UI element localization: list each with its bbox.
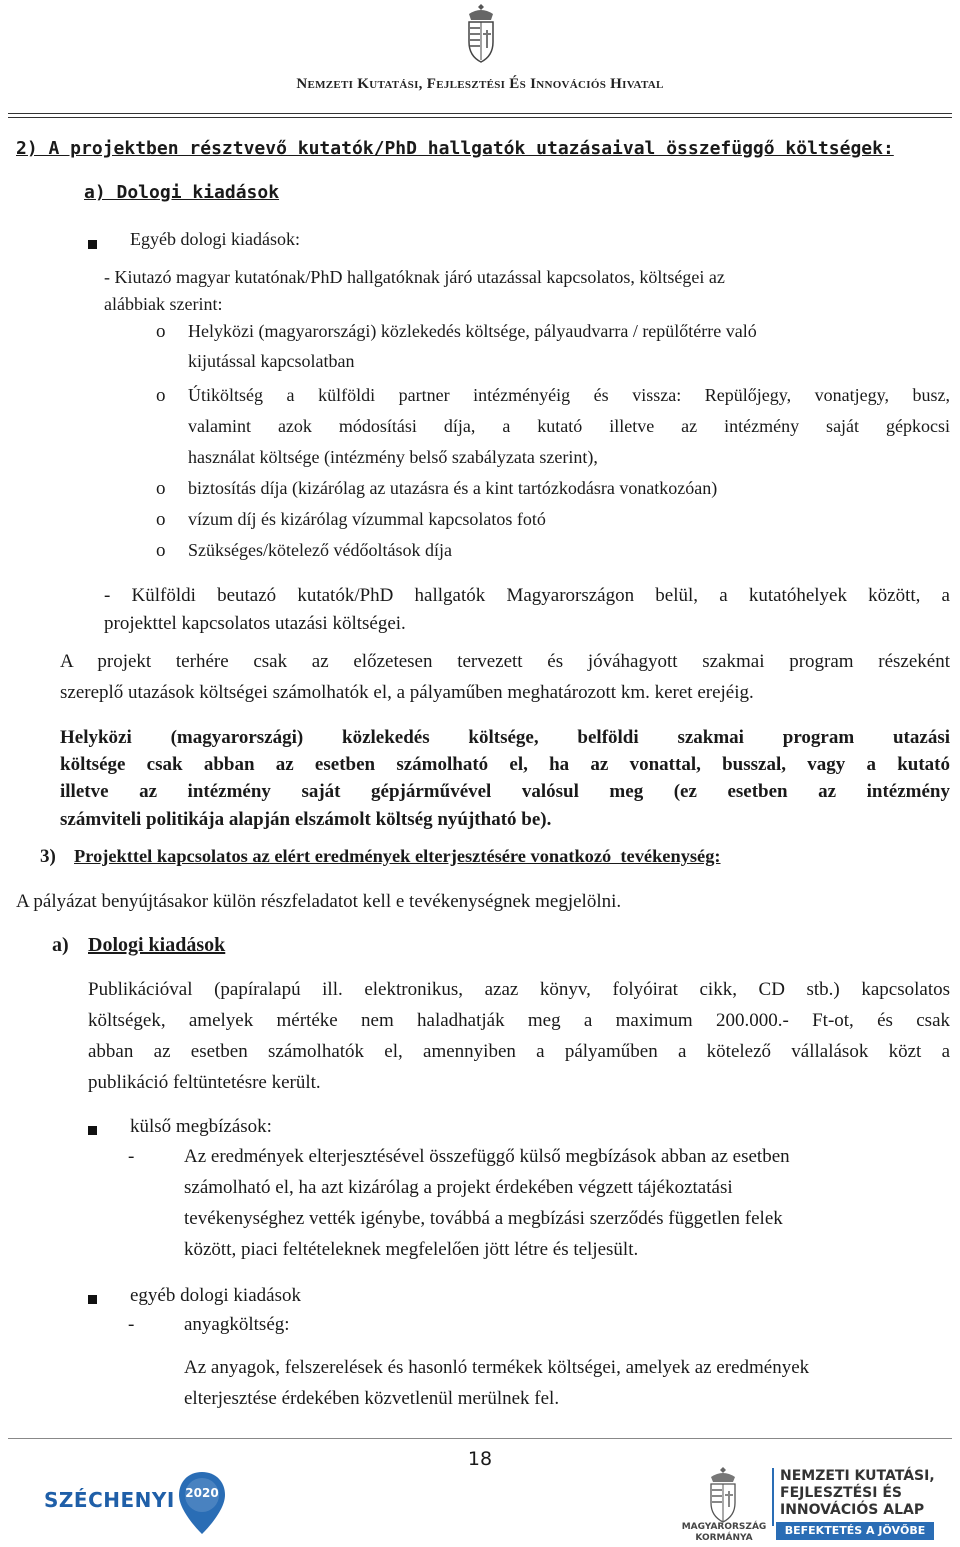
section3-intro: A pályázat benyújtásakor külön részfeladatot kell e tevékenységnek megjelölni. (16, 891, 622, 912)
section2-title: 2) A projektben résztvevő kutatók/PhD hallgatók utazásaival összefüggő költségek: (16, 138, 894, 159)
map-pin-icon (176, 1470, 228, 1536)
bold-note-line1: Helyközi (magyarországi) közlekedés költsége, belföldi szakmai program utazási (60, 727, 950, 748)
mat-dash: - (128, 1314, 135, 1335)
ext-line2: számolható el, ha azt kizárólag a projekt érdekében végzett tájékoztatási (184, 1177, 733, 1198)
hungarian-coat-of-arms-icon (463, 2, 499, 64)
szechenyi-year: 2020 (185, 1486, 219, 1500)
alap-line2: FEJLESZTÉSI ÉS (780, 1485, 902, 1501)
page-number: 18 (467, 1448, 493, 1470)
item1-line1: Helyközi (magyarországi) közlekedés költsége, pályaudvarra / repülőtérre való (188, 321, 757, 341)
item2-line2: valamint azok módosítási díja, a kutató illetve az intézmény saját gépkocsi (188, 416, 950, 436)
circle-bullet-icon: o (156, 540, 166, 561)
pub-line2: költségek, amelyek mértéke nem haladhatják meg a maximum 200.000.- Ft-ot, és csak (88, 1010, 950, 1031)
hungarian-coat-of-arms-icon (706, 1466, 740, 1524)
circle-bullet-icon: o (156, 321, 166, 342)
item2-line3: használat költsége (intézmény belső szabályzata szerint), (188, 447, 598, 467)
section3-sub-a-number: a) (52, 934, 69, 956)
square-bullet-icon (88, 1291, 97, 1309)
circle-bullet-icon: o (156, 385, 166, 406)
section2-sub-a: a) Dologi kiadások (84, 182, 280, 203)
item4-line1: vízum díj és kizárólag vízummal kapcsolatos fotó (188, 509, 546, 529)
mat-label: anyagköltség: (184, 1314, 290, 1335)
ext-line1: Az eredmények elterjesztésével összefüggő külső megbízások abban az esetben (184, 1146, 790, 1167)
mat-line1: Az anyagok, felszerelések és hasonló termékek költségei, amelyek az eredmények (184, 1357, 810, 1378)
item3-line1: biztosítás díja (kizárólag az utazásra és a kint tartózkodásra vonatkozóan) (188, 478, 718, 498)
dash2-line2: projekttel kapcsolatos utazási költségei. (104, 613, 406, 634)
alap-divider (772, 1468, 774, 1526)
square-bullet-icon (88, 1122, 97, 1140)
dash2-line1: - Külföldi beutazó kutatók/PhD hallgatók Magyarországon belül, a kutatóhelyek között, a (104, 585, 950, 606)
ext-dash: - (128, 1146, 135, 1167)
bullet-other-material: egyéb dologi kiadások (130, 1285, 301, 1306)
pub-line3: abban az esetben számolhatók el, amennyiben a pályaműben a kötelező vállalások közt a (88, 1041, 950, 1062)
alap-line3: INNOVÁCIÓS ALAP (780, 1502, 925, 1518)
item5-line1: Szükséges/kötelező védőoltások díja (188, 540, 452, 560)
dash1-line2: alábbiak szerint: (104, 294, 223, 314)
dash1-line1: - Kiutazó magyar kutatónak/PhD hallgatóknak járó utazással kapcsolatos, költségei az (104, 267, 725, 287)
alap-line1: NEMZETI KUTATÁSI, (780, 1468, 935, 1484)
section3-number: 3) (40, 846, 56, 867)
bullet-external: külső megbízások: (130, 1116, 272, 1137)
bold-note-line4: számviteli politikája alapján elszámolt költség nyújtható be). (60, 809, 552, 830)
ext-line4: között, piaci feltételeknek megfelelően jött létre és teljesült. (184, 1239, 639, 1260)
alap-banner: BEFEKTETÉS A JÖVŐBE (784, 1524, 926, 1537)
pub-line4: publikáció feltüntetésre került. (88, 1072, 321, 1093)
para1-line1: A projekt terhére csak az előzetesen tervezett és jóváhagyott szakmai program részeként (60, 651, 950, 672)
section3-sub-a: Dologi kiadások (88, 934, 226, 956)
kormany-line1: MAGYARORSZÁG (681, 1522, 767, 1532)
square-bullet-icon (88, 236, 97, 254)
circle-bullet-icon: o (156, 478, 166, 499)
mat-line2: elterjesztése érdekében közvetlenül merülnek fel. (184, 1388, 560, 1409)
section3-title: Projekttel kapcsolatos az elért eredmények elterjesztésére vonatkozó tevékenység: (74, 846, 721, 866)
bullet-other-expenses: Egyéb dologi kiadások: (130, 229, 300, 249)
szechenyi-wordmark: SZÉCHENYI (44, 1488, 175, 1512)
item1-line2: kijutással kapcsolatban (188, 351, 355, 371)
circle-bullet-icon: o (156, 509, 166, 530)
header-rule-thin (8, 117, 952, 118)
para1-line2: szereplő utazások költségei számolhatók el, a pályaműben meghatározott km. keret erejéig. (60, 682, 754, 703)
footer-rule (8, 1438, 952, 1439)
agency-name: Nemzeti Kutatási, Fejlesztési És Innovációs Hivatal (296, 76, 664, 92)
kormany-line2: KORMÁNYA (695, 1533, 753, 1543)
pub-line1: Publikációval (papíralapú ill. elektronikus, azaz könyv, folyóirat cikk, CD stb.) kapcsolatos (88, 979, 950, 1000)
bold-note-line3: illetve az intézmény saját gépjárművével valósul meg (ez esetben az intézmény (60, 781, 950, 802)
header-rule (8, 113, 952, 114)
bold-note-line2: költsége csak abban az esetben számolható el, ha az vonattal, busszal, vagy a kutató (60, 754, 950, 775)
item2-line1: Útiköltség a külföldi partner intézményéig és vissza: Repülőjegy, vonatjegy, busz, (188, 385, 950, 405)
ext-line3: tevékenységhez vették igénybe, továbbá a megbízási szerződés független felek (184, 1208, 783, 1229)
